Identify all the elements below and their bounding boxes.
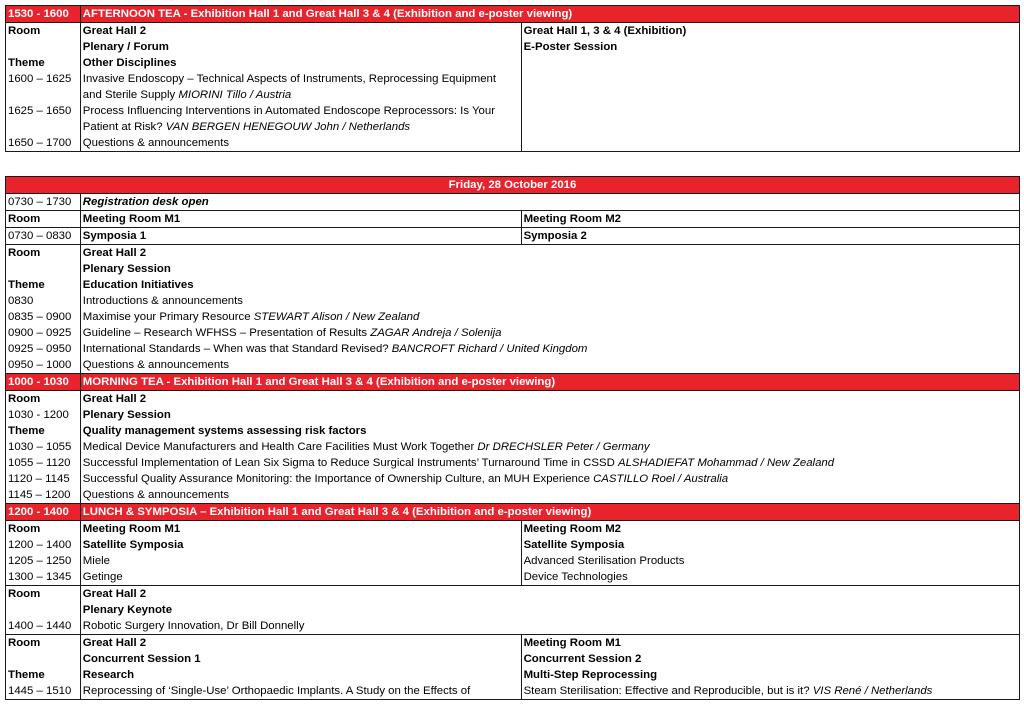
talk-time: 0900 – 0925	[8, 327, 72, 339]
talk-time: 0830	[8, 295, 34, 307]
room-label: Room	[8, 247, 41, 259]
talk-title: International Standards – When was that Standard Revised? BANCROFT Richard / United Kingdom	[82, 343, 588, 355]
time-column	[6, 521, 81, 586]
registration-time: 0730 – 1730	[6, 194, 81, 211]
session-name: Concurrent Session 2	[523, 653, 642, 665]
afternoon-tea-row	[6, 6, 1020, 23]
session-name: Plenary Keynote	[82, 604, 173, 616]
concurrent-row	[6, 635, 1020, 700]
session-time: 1200 – 1400	[8, 539, 72, 551]
theme-label: Theme	[8, 669, 45, 681]
session-column	[80, 521, 521, 586]
talk-time: 1055 – 1120	[8, 457, 71, 469]
talk-title: Successful Implementation of Lean Six Sigma to Reduce Surgical Instruments’ Turnaround Time in CSSD ALSHADIEFAT Mohammad / New Zealand	[82, 457, 835, 469]
talk-time: 0925 – 0950	[8, 343, 72, 355]
talk-title: Questions & announcements	[82, 359, 230, 371]
time-column	[6, 23, 81, 152]
schedule-table-friday	[5, 176, 1020, 700]
theme-label: Theme	[8, 57, 45, 69]
theme-name: Other Disciplines	[82, 57, 177, 69]
break-time: 1530 - 1600	[6, 6, 81, 23]
room-name: Great Hall 2	[82, 637, 147, 649]
talk-title: Medical Device Manufacturers and Health Care Facilities Must Work Together Dr DRECHSLER Peter / Germany	[82, 441, 650, 453]
talk-time: 1120 – 1145	[8, 473, 70, 485]
speaker: CASTILLO Roel / Australia	[593, 473, 729, 485]
session-column	[80, 586, 1019, 635]
talk-time: 1400 – 1440	[8, 620, 72, 632]
talk-time: 1145 – 1200	[8, 489, 71, 501]
session-column	[80, 391, 1019, 504]
speaker: VAN BERGEN HENEGOUW John / Netherlands	[165, 121, 411, 133]
session-name: E-Poster Session	[523, 41, 618, 53]
talk-time: 0950 – 1000	[8, 359, 72, 371]
room-name: Meeting Room M1	[80, 211, 521, 228]
qa-text: Questions & announcements	[82, 137, 230, 149]
talk-title-cont: Patient at Risk? VAN BERGEN HENEGOUW John / Netherlands	[82, 121, 411, 133]
session-name: Plenary Session	[82, 409, 171, 421]
theme-name: Education Initiatives	[82, 279, 194, 291]
symposia-name: Symposia 2	[521, 228, 1019, 245]
talk-time: 1600 – 1625	[8, 73, 72, 85]
morning-tea-row	[6, 374, 1020, 391]
break-title: MORNING TEA - Exhibition Hall 1 and Great Hall 3 & 4 (Exhibition and e-poster viewing)	[80, 374, 1019, 391]
room-label: Room	[6, 211, 81, 228]
session-time: 1030 - 1200	[8, 409, 69, 421]
sponsor: Getinge	[82, 571, 123, 583]
talk-time: 1205 – 1250	[8, 555, 72, 567]
break-time: 1200 - 1400	[6, 504, 81, 521]
break-title: LUNCH & SYMPOSIA – Exhibition Hall 1 and Great Hall 3 & 4 (Exhibition and e-poster viewing)	[80, 504, 1019, 521]
session-name: Plenary Session	[82, 263, 171, 275]
talk-time: 1030 – 1055	[8, 441, 72, 453]
room-name: Great Hall 1, 3 & 4 (Exhibition)	[523, 25, 687, 37]
room-name: Great Hall 2	[82, 247, 147, 259]
room-label: Room	[8, 25, 41, 37]
room-name: Meeting Room M2	[523, 523, 622, 535]
room-name: Meeting Room M1	[82, 523, 181, 535]
registration-row	[6, 194, 1020, 211]
room-name: Meeting Room M2	[521, 211, 1019, 228]
talk-title: Questions & announcements	[82, 489, 230, 501]
time-column	[6, 586, 81, 635]
talk-time: 0835 – 0900	[8, 311, 72, 323]
talk-title: Guideline – Research WFHSS – Presentation of Results ZAGAR Andreja / Solenija	[82, 327, 502, 339]
sponsor: Device Technologies	[523, 571, 628, 583]
time-column	[6, 635, 81, 700]
session-column	[80, 245, 1019, 374]
room-label: Room	[8, 393, 41, 405]
theme-name: Multi-Step Reprocessing	[523, 669, 658, 681]
session-name: Plenary / Forum	[82, 41, 169, 53]
talk-title: Invasive Endoscopy – Technical Aspects of Instruments, Reprocessing Equipment	[82, 73, 497, 85]
poster-column	[521, 23, 1019, 152]
session-name: Satellite Symposia	[523, 539, 625, 551]
plenary-quality-row	[6, 391, 1020, 504]
time-column	[6, 391, 81, 504]
theme-label: Theme	[8, 279, 45, 291]
session-column	[521, 521, 1019, 586]
schedule-table-top	[5, 5, 1020, 152]
speaker: BANCROFT Richard / United Kingdom	[391, 343, 588, 355]
room-name: Great Hall 2	[82, 393, 147, 405]
talk-title: Steam Sterilisation: Effective and Reproducible, but is it? VIS René / Netherlands	[523, 685, 933, 697]
theme-name: Quality management systems assessing risk factors	[82, 425, 367, 437]
theme-name: Research	[82, 669, 135, 681]
room-label: Room	[8, 523, 41, 535]
theme-label: Theme	[8, 425, 45, 437]
session-name: Satellite Symposia	[82, 539, 184, 551]
session-column	[80, 23, 521, 152]
symposia-room-row	[6, 211, 1020, 228]
speaker: MIORINI Tillo / Austria	[178, 89, 292, 101]
lunch-row	[6, 504, 1020, 521]
symposia-time: 0730 – 0830	[6, 228, 81, 245]
speaker: ZAGAR Andreja / Solenija	[370, 327, 502, 339]
day-header-row	[6, 177, 1020, 194]
satellite-symposia-row	[6, 521, 1020, 586]
room-label: Room	[8, 588, 41, 600]
break-title: AFTERNOON TEA - Exhibition Hall 1 and Great Hall 3 & 4 (Exhibition and e-poster viewing)	[80, 6, 1019, 23]
keynote-row	[6, 586, 1020, 635]
qa-time: 1650 – 1700	[8, 137, 72, 149]
talk-title: Reprocessing of ‘Single-Use’ Orthopaedic Implants. A Study on the Effects of	[82, 685, 471, 697]
symposia-row	[6, 228, 1020, 245]
day-title: Friday, 28 October 2016	[6, 177, 1020, 194]
talk-title: Maximise your Primary Resource STEWART Alison / New Zealand	[82, 311, 420, 323]
session-name: Concurrent Session 1	[82, 653, 201, 665]
room-name: Meeting Room M1	[523, 637, 622, 649]
room-name: Great Hall 2	[82, 588, 147, 600]
talk-title: Process Influencing Interventions in Automated Endoscope Reprocessors: Is Your	[82, 105, 495, 117]
speaker: Dr DRECHSLER Peter / Germany	[477, 441, 650, 453]
sponsor: Advanced Sterilisation Products	[523, 555, 685, 567]
plenary-education-row	[6, 245, 1020, 374]
talk-time: 1445 – 1510	[8, 685, 72, 697]
session-column	[80, 635, 521, 700]
registration-label: Registration desk open	[80, 194, 1019, 211]
room-name: Great Hall 2	[82, 25, 147, 37]
speaker: VIS René / Netherlands	[812, 685, 933, 697]
session-column	[521, 635, 1019, 700]
talk-time: 1625 – 1650	[8, 105, 72, 117]
time-column	[6, 245, 81, 374]
speaker: STEWART Alison / New Zealand	[253, 311, 420, 323]
room-label: Room	[8, 637, 41, 649]
symposia-name: Symposia 1	[80, 228, 521, 245]
speaker: ALSHADIEFAT Mohammad / New Zealand	[618, 457, 835, 469]
talk-title: Successful Quality Assurance Monitoring: the Importance of Ownership Culture, an MUH Experience CASTILLO Roel / Australia	[82, 473, 729, 485]
talk-time: 1300 – 1345	[8, 571, 72, 583]
break-time: 1000 - 1030	[6, 374, 81, 391]
talk-title: Introductions & announcements	[82, 295, 243, 307]
talk-title: Robotic Surgery Innovation, Dr Bill Donnelly	[82, 620, 305, 632]
talk-title-cont: and Sterile Supply MIORINI Tillo / Austria	[82, 89, 292, 101]
sponsor: Miele	[82, 555, 111, 567]
forum-session-row	[6, 23, 1020, 152]
